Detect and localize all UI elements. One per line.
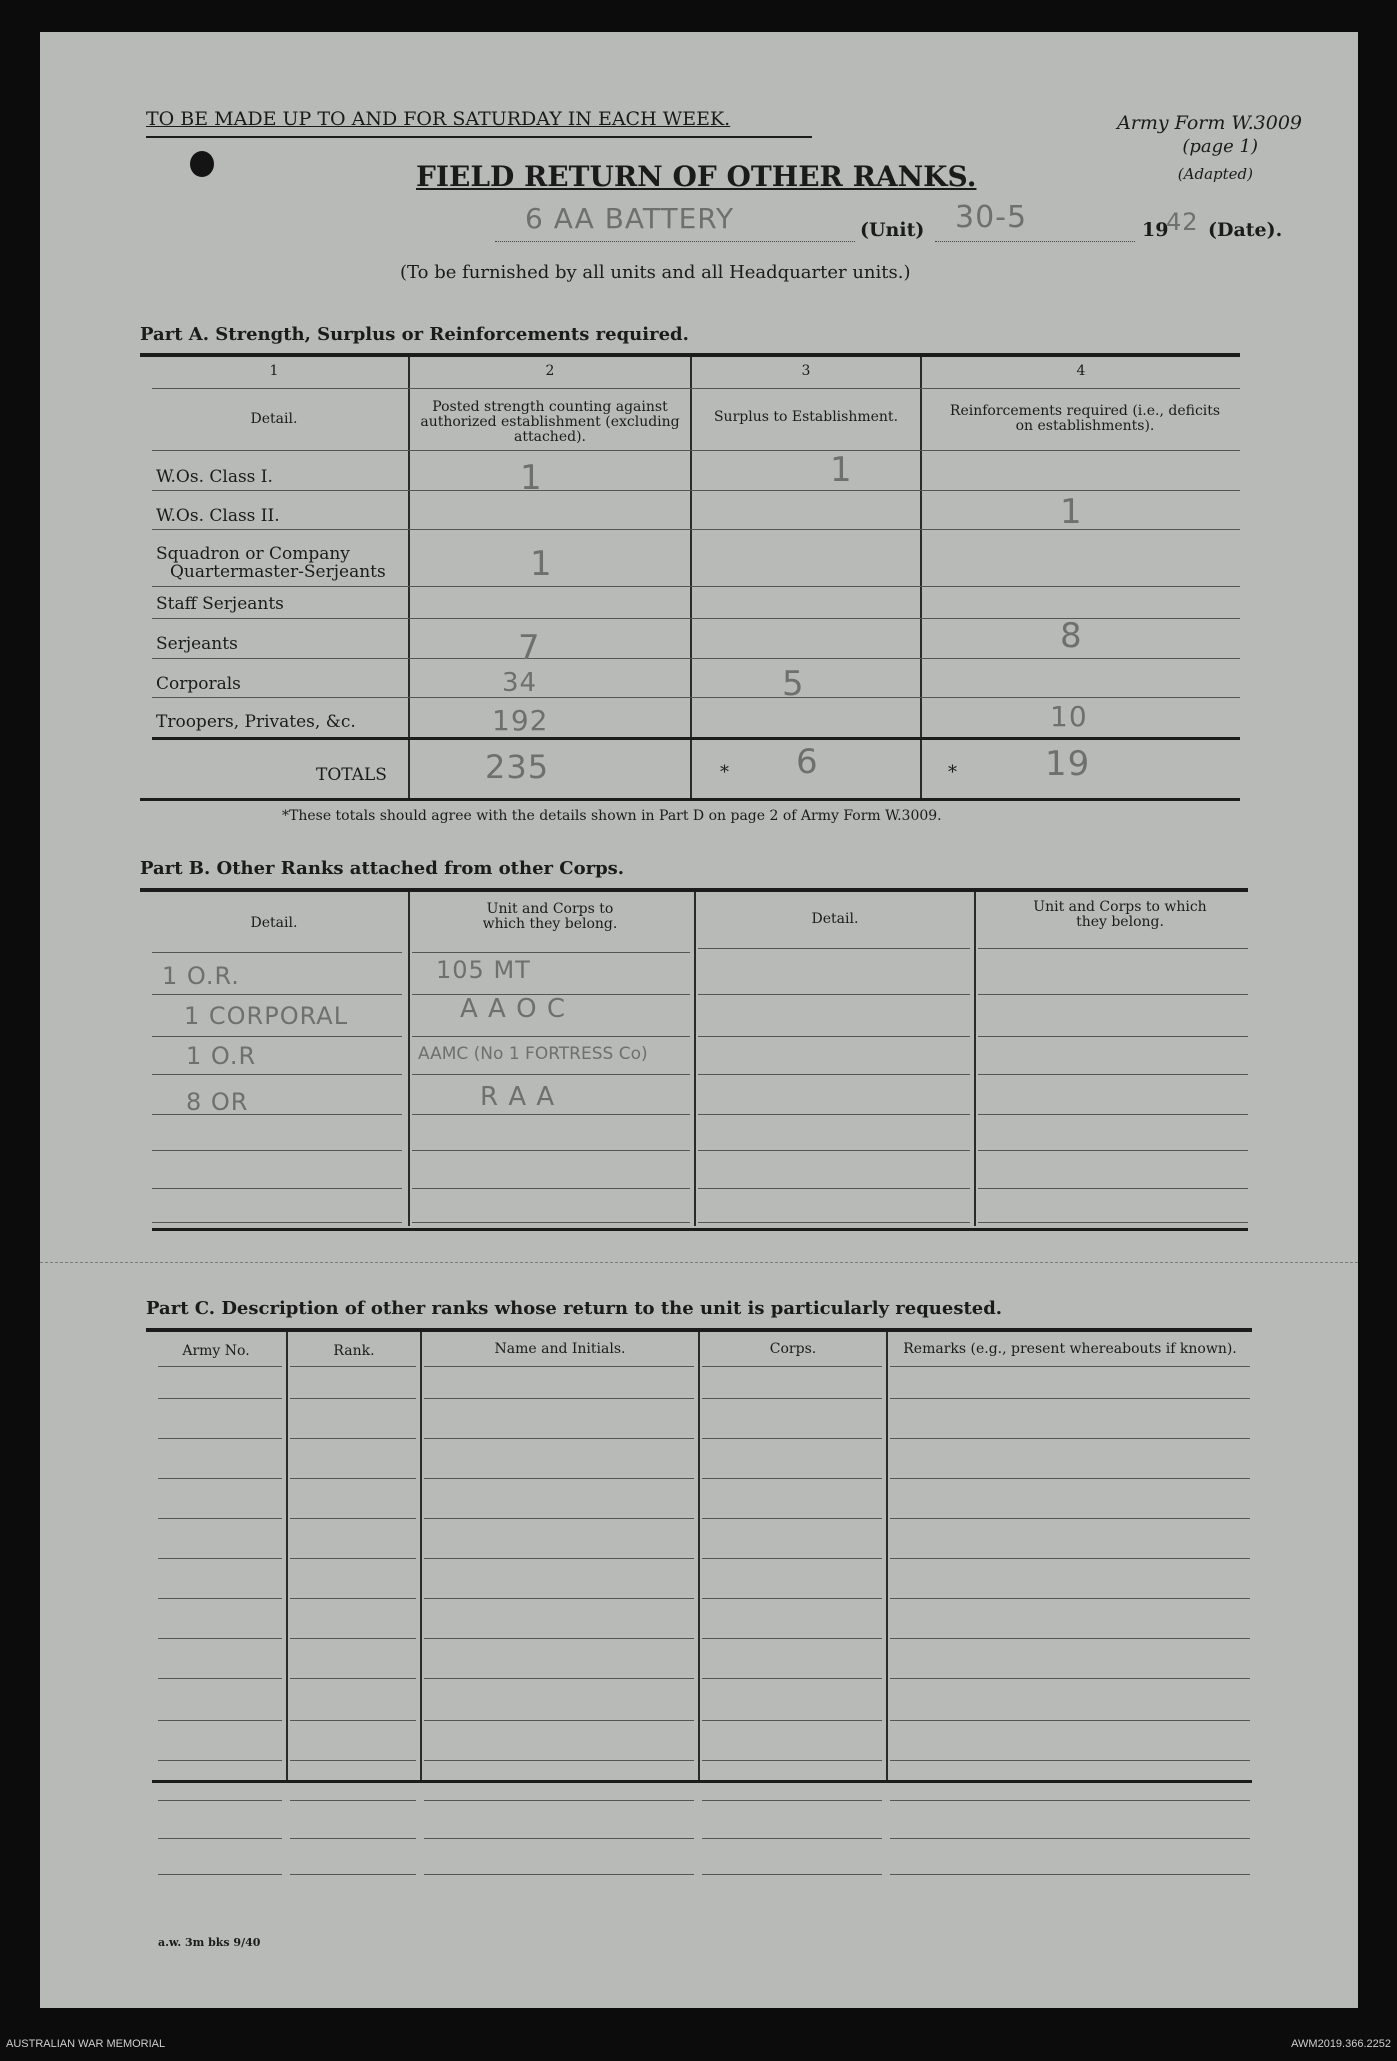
unit-dotted-line	[495, 241, 855, 242]
part-a-row-label-continued: Quartermaster-Serjeants	[170, 562, 386, 582]
part-c-row-rule	[890, 1838, 1250, 1839]
part-b-row-rule	[698, 1222, 970, 1223]
form-page-number: (page 1)	[1182, 136, 1258, 157]
part-c-row-rule	[290, 1720, 416, 1721]
part-a-row-label: W.Os. Class II.	[156, 506, 280, 526]
part-c-row-rule	[290, 1558, 416, 1559]
part-b-row-rule	[698, 1188, 970, 1189]
part-a-col-divider-3	[920, 357, 922, 799]
part-c-col-divider-3	[698, 1332, 700, 1780]
part-b-header-rule	[152, 952, 402, 953]
part-c-row-rule	[158, 1398, 282, 1399]
part-b-header-rule	[978, 948, 1248, 949]
part-b-detail-value: 1 O.R.	[162, 962, 240, 990]
part-c-row-rule	[890, 1438, 1250, 1439]
part-a-row-rule	[152, 658, 1240, 659]
part-c-row-rule	[158, 1478, 282, 1479]
part-b-row-rule	[412, 1036, 690, 1037]
part-b-row-rule	[412, 1150, 690, 1151]
part-a-header-detail: Detail.	[250, 411, 298, 427]
part-b-col-divider-3	[974, 892, 976, 1226]
part-b-detail-value: 1 O.R	[186, 1042, 257, 1070]
part-b-row-rule	[978, 1150, 1248, 1151]
part-c-row-rule	[424, 1838, 694, 1839]
part-a-row-label: W.Os. Class I.	[156, 467, 273, 487]
instruction-underline	[146, 136, 812, 138]
part-a-row-rule	[152, 490, 1240, 491]
total-surplus: 6	[796, 742, 819, 782]
part-a-row-rule	[152, 586, 1240, 587]
part-c-row-rule	[702, 1558, 882, 1559]
part-c-header-name: Name and Initials.	[494, 1341, 626, 1357]
part-a-row-label: Troopers, Privates, &c.	[156, 712, 356, 732]
part-a-surplus-value: 1	[830, 450, 853, 490]
part-a-posted-value: 1	[530, 544, 553, 584]
part-c-row-rule	[290, 1638, 416, 1639]
part-c-title: Part C. Description of other ranks whose return to the unit is particularly requested.	[146, 1298, 1003, 1319]
total-reinf: 19	[1045, 744, 1091, 784]
part-b-row-rule	[152, 994, 402, 995]
part-b-row-rule	[152, 1188, 402, 1189]
part-a-col-number-1: 1	[269, 363, 279, 379]
part-b-header-detail-right: Detail.	[811, 911, 859, 927]
part-a-row-label: Corporals	[156, 674, 241, 694]
part-b-row-rule	[978, 1074, 1248, 1075]
part-c-row-rule	[702, 1720, 882, 1721]
form-number: Army Form W.3009	[1117, 112, 1302, 134]
part-b-bottom-rule	[152, 1228, 1248, 1231]
part-c-header-rank: Rank.	[333, 1343, 375, 1359]
part-b-row-rule	[978, 1222, 1248, 1223]
part-b-unit-value: R A A	[480, 1082, 556, 1112]
part-b-row-rule	[412, 1114, 690, 1115]
part-c-row-rule	[290, 1678, 416, 1679]
date-value: 30-5	[955, 200, 1028, 235]
part-c-row-rule	[158, 1760, 282, 1761]
part-c-row-rule	[702, 1678, 882, 1679]
part-b-detail-value: 8 OR	[186, 1088, 249, 1116]
instruction-text: TO BE MADE UP TO AND FOR SATURDAY IN EACH WEEK.	[146, 108, 731, 130]
form-subtitle: (To be furnished by all units and all Headquarter units.)	[400, 262, 911, 283]
part-c-row-rule	[158, 1638, 282, 1639]
part-c-col-divider-2	[420, 1332, 422, 1780]
part-a-posted-value: 1	[520, 458, 543, 498]
part-c-row-rule	[890, 1518, 1250, 1519]
part-c-row-rule	[890, 1720, 1250, 1721]
part-b-header-rule	[412, 952, 690, 953]
part-c-row-rule	[158, 1366, 282, 1367]
part-b-row-rule	[412, 1222, 690, 1223]
part-c-row-rule	[702, 1518, 882, 1519]
date-dotted-line	[935, 241, 1135, 242]
part-a-reinf-value: 1	[1060, 492, 1083, 532]
year-prefix: 19	[1142, 219, 1169, 241]
part-c-row-rule	[158, 1838, 282, 1839]
part-c-row-rule	[890, 1478, 1250, 1479]
perforation-line	[40, 1262, 1358, 1263]
part-c-row-rule	[702, 1874, 882, 1875]
part-c-row-rule	[890, 1558, 1250, 1559]
part-c-row-rule	[702, 1638, 882, 1639]
part-b-detail-value: 1 CORPORAL	[184, 1002, 349, 1030]
form-page	[40, 32, 1358, 2008]
part-c-row-rule	[424, 1638, 694, 1639]
part-a-row-rule	[152, 697, 1240, 698]
part-c-row-rule	[290, 1760, 416, 1761]
part-c-row-rule	[702, 1838, 882, 1839]
part-a-reinf-value: 10	[1050, 700, 1088, 733]
part-a-header-surplus: Surplus to Establishment.	[713, 409, 899, 425]
part-c-row-rule	[702, 1398, 882, 1399]
part-c-row-rule	[290, 1598, 416, 1599]
part-c-row-rule	[424, 1760, 694, 1761]
part-b-row-rule	[698, 1150, 970, 1151]
part-c-row-rule	[424, 1478, 694, 1479]
part-c-row-rule	[890, 1874, 1250, 1875]
part-c-row-rule	[424, 1558, 694, 1559]
part-c-row-rule	[290, 1366, 416, 1367]
part-c-row-rule	[158, 1518, 282, 1519]
part-c-row-rule	[424, 1398, 694, 1399]
part-a-totals-rule	[152, 737, 1240, 740]
part-b-title: Part B. Other Ranks attached from other Corps.	[140, 858, 625, 879]
part-b-unit-value: AAMC (No 1 FORTRESS Co)	[418, 1044, 648, 1064]
part-c-row-rule	[290, 1800, 416, 1801]
part-b-header-unit-right: Unit and Corps to which they belong.	[1033, 899, 1207, 930]
part-c-row-rule	[702, 1438, 882, 1439]
part-b-row-rule	[412, 1188, 690, 1189]
part-a-posted-value: 7	[518, 628, 541, 668]
part-b-row-rule	[412, 1074, 690, 1075]
part-c-row-rule	[702, 1598, 882, 1599]
part-c-row-rule	[158, 1558, 282, 1559]
part-c-header-corps: Corps.	[769, 1341, 817, 1357]
part-c-row-rule	[424, 1438, 694, 1439]
part-c-row-rule	[158, 1800, 282, 1801]
part-b-unit-value: 105 MT	[436, 956, 531, 984]
totals-label: TOTALS	[316, 765, 387, 785]
unit-label: (Unit)	[860, 219, 925, 241]
part-c-row-rule	[890, 1366, 1250, 1367]
part-c-row-rule	[290, 1438, 416, 1439]
part-b-row-rule	[978, 994, 1248, 995]
part-c-row-rule	[424, 1800, 694, 1801]
part-b-row-rule	[152, 1150, 402, 1151]
footer-accession-number: AWM2019.366.2252	[1291, 2038, 1391, 2050]
part-c-row-rule	[424, 1678, 694, 1679]
part-a-row-label: Squadron or Company	[156, 544, 350, 564]
part-a-number-rule	[152, 388, 1240, 389]
part-c-row-rule	[290, 1478, 416, 1479]
part-b-col-divider-2	[694, 892, 696, 1226]
total-reinf-asterisk: *	[948, 762, 957, 783]
part-c-row-rule	[158, 1720, 282, 1721]
part-a-header-rule	[152, 450, 1240, 451]
part-c-row-rule	[702, 1366, 882, 1367]
part-c-col-divider-1	[286, 1332, 288, 1780]
part-c-row-rule	[890, 1760, 1250, 1761]
part-c-row-rule	[290, 1838, 416, 1839]
part-b-row-rule	[698, 1074, 970, 1075]
part-a-posted-value: 192	[492, 704, 549, 737]
part-a-posted-value: 34	[502, 668, 538, 698]
part-b-row-rule	[978, 1114, 1248, 1115]
part-c-row-rule	[424, 1874, 694, 1875]
part-b-col-divider-1	[408, 892, 410, 1226]
part-c-bottom-rule	[152, 1780, 1252, 1783]
adapted-label: (Adapted)	[1177, 165, 1253, 183]
part-b-header-unit-left: Unit and Corps to which they belong.	[482, 901, 618, 932]
part-b-header-rule	[698, 948, 970, 949]
total-surplus-asterisk: *	[720, 762, 729, 783]
part-a-col-number-3: 3	[801, 363, 811, 379]
form-title: FIELD RETURN OF OTHER RANKS.	[416, 160, 977, 193]
part-b-row-rule	[698, 994, 970, 995]
printer-code: a.w. 3m bks 9/40	[158, 1936, 261, 1949]
part-c-header-remarks: Remarks (e.g., present whereabouts if known).	[903, 1341, 1237, 1357]
part-c-row-rule	[424, 1598, 694, 1599]
part-c-row-rule	[890, 1678, 1250, 1679]
year-value: 42	[1166, 208, 1199, 236]
part-b-row-rule	[152, 1074, 402, 1075]
part-a-col-divider-1	[408, 357, 410, 799]
part-a-surplus-value: 5	[782, 664, 805, 704]
part-c-row-rule	[290, 1398, 416, 1399]
part-c-row-rule	[890, 1800, 1250, 1801]
punch-hole	[190, 151, 214, 177]
total-posted: 235	[485, 748, 550, 786]
part-c-row-rule	[424, 1720, 694, 1721]
unit-value: 6 AA BATTERY	[525, 202, 735, 235]
part-a-title: Part A. Strength, Surplus or Reinforcements required.	[140, 324, 689, 345]
part-a-header-posted: Posted strength counting against authorized establishment (excluding attached).	[420, 399, 680, 445]
part-a-col-number-2: 2	[545, 363, 555, 379]
part-c-row-rule	[158, 1438, 282, 1439]
part-c-row-rule	[290, 1518, 416, 1519]
part-b-row-rule	[152, 1222, 402, 1223]
part-a-header-reinforcements: Reinforcements required (i.e., deficits on establishments).	[949, 403, 1221, 434]
part-c-row-rule	[702, 1800, 882, 1801]
part-c-row-rule	[290, 1874, 416, 1875]
part-c-row-rule	[424, 1518, 694, 1519]
part-a-reinf-value: 8	[1060, 616, 1083, 656]
part-c-row-rule	[702, 1478, 882, 1479]
part-b-unit-value: A A O C	[460, 994, 566, 1024]
footer-credit: AUSTRALIAN WAR MEMORIAL	[6, 2038, 166, 2050]
part-a-col-number-4: 4	[1076, 363, 1086, 379]
part-c-header-army-no: Army No.	[182, 1343, 250, 1359]
part-b-header-detail-left: Detail.	[250, 915, 298, 931]
part-b-row-rule	[152, 1036, 402, 1037]
part-c-row-rule	[158, 1874, 282, 1875]
part-b-row-rule	[978, 1188, 1248, 1189]
part-a-note: *These totals should agree with the details shown in Part D on page 2 of Army Form W.3009.	[282, 808, 942, 824]
part-c-row-rule	[702, 1760, 882, 1761]
part-b-row-rule	[698, 1036, 970, 1037]
part-c-row-rule	[158, 1598, 282, 1599]
part-a-row-label: Staff Serjeants	[156, 594, 284, 614]
part-c-col-divider-4	[886, 1332, 888, 1780]
date-label: (Date).	[1208, 219, 1283, 241]
part-a-row-label: Serjeants	[156, 634, 238, 654]
part-b-row-rule	[978, 1036, 1248, 1037]
part-c-row-rule	[890, 1398, 1250, 1399]
part-c-row-rule	[890, 1638, 1250, 1639]
part-c-row-rule	[158, 1678, 282, 1679]
part-c-row-rule	[424, 1366, 694, 1367]
part-c-row-rule	[890, 1598, 1250, 1599]
part-a-bottom-rule	[140, 798, 1240, 801]
part-b-row-rule	[698, 1114, 970, 1115]
